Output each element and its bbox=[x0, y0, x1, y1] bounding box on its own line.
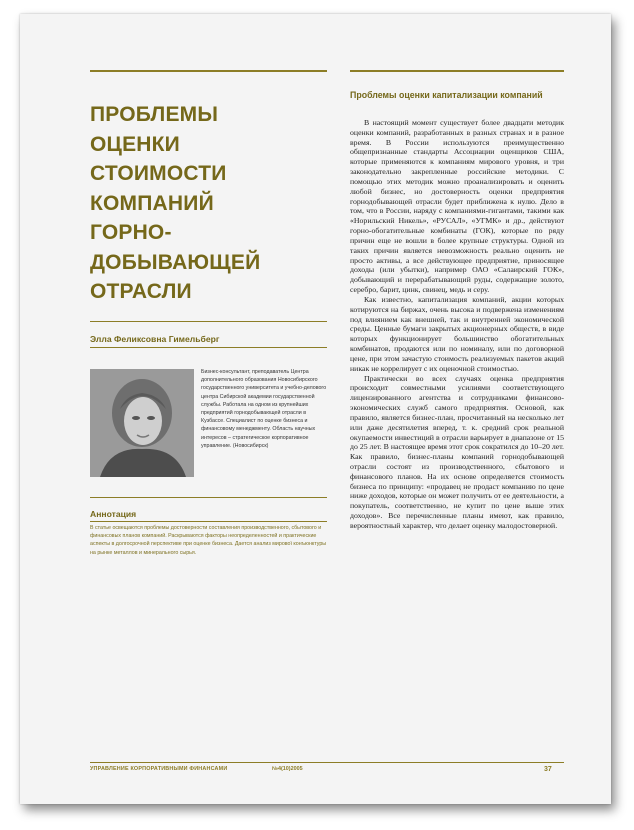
title-line: ПРОБЛЕМЫ bbox=[90, 103, 219, 126]
article-body bbox=[350, 118, 564, 531]
author-rule-top bbox=[90, 321, 327, 322]
title-line: СТОИМОСТИ bbox=[90, 162, 227, 185]
footer-issue: №4(10)2005 bbox=[272, 766, 303, 772]
author-name: Элла Феликсовна Гимельберг bbox=[90, 334, 220, 344]
title-line: ОТРАСЛИ bbox=[90, 280, 192, 303]
footer-journal-name: УПРАВЛЕНИЕ КОРПОРАТИВНЫМИ ФИНАНСАМИ bbox=[90, 766, 228, 772]
section-heading: Проблемы оценки капитализации компаний bbox=[350, 90, 543, 100]
annotation-heading: Аннотация bbox=[90, 509, 137, 519]
journal-page bbox=[20, 14, 611, 804]
paragraph: Как известно, капитализация компаний, акции которых котируются на биржах, очень высока и подвержена изменениям под влиянием как внешней, так и внутренней экономической среды. Ценные бумаги закрытых акционерных обществ, в виде которых функционирует большинство обогатительных комбинатов, продаются или по номиналу, или по договорной цене, при этом зачастую стоимость реализуемых пакетов акций никак не коррелирует с их оценочной стоимостью. bbox=[350, 294, 564, 373]
author-rule-bottom bbox=[90, 347, 327, 348]
title-line: ГОРНО- bbox=[90, 221, 172, 244]
annotation-rule-top bbox=[90, 497, 327, 498]
annotation-rule-bottom bbox=[90, 521, 327, 522]
annotation-text: В статье освещаются проблемы достоверности составления производственного, сбытового и финансовых планов компаний. Раскрываются факторы неопределенностей и практические аспекты в долгосрочной перспективе при оценке бизнеса. Дается анализ мирової конъюнктуры на рынке металлов и минерального сырья. bbox=[90, 525, 327, 556]
paragraph: В настоящий момент существует более двадцати методик оценки компаний, разработанных в разных странах и в разное время. В России используются преимущественно общепризнанные стандарты Ассоциации оценщиков США, которые применяются к компаниям мирового уровня, и три законодательно закрепленные российские методики. С помощью этих методик можно проанализировать и оценить любой бизнес, но достоверность оценки предприятия горнодобывающей отрасли будет приближена к нулю. Дело в том, что в России, наряду с компаниями-гигантами, такими как «Норильский Никель», «РУСАЛ», «УГМК» и др., действуют горно-обогатительные комбинаты (ГОК), которые по ряду причин еще не вошли в более крупные структуры. Одной из таких причин является невозможность реально оценить не просто активы, а все действующее предприятие, приносящее доходы (или убытки), например ОАО «Салаирский ГОК», добывающий и перерабатывающий руды, содержащие золото, серебро, барит, цинк, свинец, медь и серу. bbox=[350, 118, 564, 295]
page-number: 37 bbox=[544, 766, 552, 773]
top-rule-right bbox=[350, 70, 564, 72]
footer-rule bbox=[90, 762, 564, 763]
portrait-image bbox=[90, 369, 194, 477]
title-line: ОЦЕНКИ bbox=[90, 132, 180, 156]
title-line: КОМПАНИЙ bbox=[90, 191, 214, 215]
author-bio: Бизнес-консультант, преподаватель Центра дополнительного образования Новосибирского государственного университета и учебно-делового центра Сибирской академии государственной службы. Работала на одном из крупнейших предприятий горнодобывающей отрасли в Кузбассе. Специалист по оценке бизнеса и финансовому менеджменту. Область научных интересов – стратегическое корпоративное управление. (Новосибирск) bbox=[201, 369, 327, 449]
article-title bbox=[90, 100, 322, 307]
title-line: ДОБЫВАЮЩЕЙ bbox=[90, 250, 261, 274]
author-photo bbox=[90, 369, 194, 477]
top-rule-left bbox=[90, 70, 327, 72]
paragraph: Практически во всех случаях оценка предприятия происходит совместными усилиями соответствующего лицензированного агентства и сотрудниками финансово-экономических служб самого предприятия. Основой, как правило, является бизнес-план, просчитанный на несколько лет или даже десятилетия вперед, т. к. средний срок реальной окупаемости инвестиций в отрасли варьирует в диапазоне от 15 до 25 лет. В настоящее время этот срок сократился до 10–20 лет. Как правило, бизнес-планы компаний горнодобывающей отрасли состоят из производственного, сбытового и финансового планов. На их основе определяется стоимость бизнеса по принципу: «продавец не продаст компанию по цене ниже доходов, которые он может получить от ее деятельности, а покупатель, соответственно, не купит по цене выше этих доходов». Все перечисленные планы имеют, как правило, вероятностный характер, что делает оценку малодостоверной. bbox=[350, 373, 564, 530]
